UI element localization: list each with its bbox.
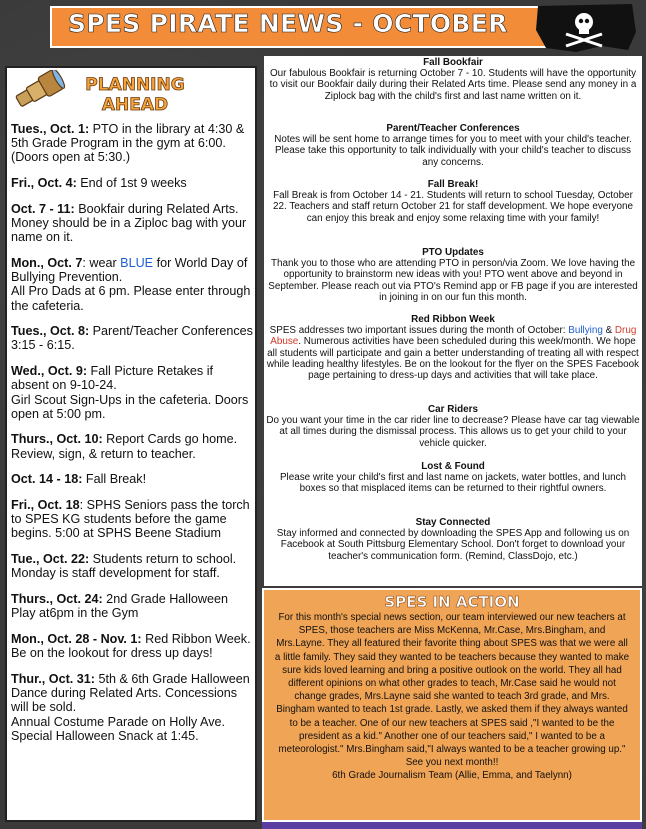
action-body <box>274 611 630 783</box>
section-body: Please write your child's first and last name on jackets, water bottles, and lunch boxes so that misplaced items can be returned to their rightful owners. <box>279 472 627 495</box>
section-text: . Numerous activities have been scheduled during this week/month. We hope all students will participate and gain a better understanding of treating all with respect while leading healthy lifestyles. Be on the lookout for the flyer on the SPES Facebook page pertaining to dress-up days and activities that will take place. <box>266 336 640 382</box>
bullying-word: Bullying <box>568 325 603 337</box>
event-date: Mon., Oct. 7 <box>11 255 83 270</box>
section-body: Do you want your time in the car rider line to decrease? Please have car tag viewable at all times during the dismissal process. This allows us to get your child to your vehicle quicker. <box>266 415 640 449</box>
event-text: Girl Scout Sign-Ups in the cafeteria. Doors open at 5:00 pm. <box>11 392 249 421</box>
drug-abuse-word: Drug Abuse <box>270 325 637 348</box>
section-title: Lost & Found <box>421 461 485 472</box>
event-date: Tues., Oct. 8: <box>11 324 90 339</box>
event-text: Fall Picture Retakes if absent on 9-10-24. <box>11 364 214 393</box>
page-title: SPES PIRATE NEWS - OCTOBER <box>68 9 508 38</box>
action-credit: 6th Grade Journalism Team (Allie, Emma, and Taelynn) <box>332 770 572 782</box>
pirate-flag-icon <box>532 2 642 54</box>
event-item <box>11 672 253 743</box>
event-item <box>11 364 253 421</box>
section-body <box>266 325 640 381</box>
section-body: Notes will be sent home to arrange times for you to meet with your child's teacher. Please take this opportunity to talk individually with your child's teacher to discuss any concerns. <box>274 134 632 168</box>
bookfair-section <box>266 57 640 102</box>
planning-ahead-title <box>64 75 206 115</box>
event-text: End of 1st 9 weeks <box>76 176 187 191</box>
pto-section <box>266 247 640 303</box>
event-date: Oct. 7 - 11: <box>11 201 75 216</box>
event-text: Report Cards go home. Review, sign, & return to teacher. <box>11 432 238 461</box>
event-text: All Pro Dads at 6 pm. Please enter through the cafeteria. <box>11 284 251 313</box>
section-text: & <box>602 325 615 337</box>
event-date: Thur., Oct. 31: <box>11 671 95 686</box>
lost-found-section <box>266 461 640 495</box>
event-item <box>11 324 253 352</box>
event-text: Red Ribbon Week. Be on the lookout for dress up days! <box>11 631 251 661</box>
conferences-section <box>266 123 640 168</box>
event-text: Bookfair during Related Arts. Money should be in a Ziploc bag with your name on it. <box>11 201 247 245</box>
event-text: for World Day of Bullying Prevention. <box>11 255 248 285</box>
action-text: For this month's special news section, our team interviewed our new teachers at SPES, those teachers are Miss McKenna, Mr.Case, Mrs.Bingham, and Mrs.Layne. They all featured their favorite thing about SPES was that we were all a little family. They said they wanted to be teachers because they wanted to make sure kids loved learning and bring a positive outlook on the world. They all had different opinions on what other grades to teach, Mr.Case said he would not change grades, Mrs.Layne said she wanted to teach 3rd grade, and Mrs. Bingham wanted to teach 1st grade. Lastly, we asked them if they always wanted to be a teacher. One of our new teachers at SPES said ,"I wanted to be the president as a kid." Another one of our teachers said," I wanted to be a meteorologist." Mrs.Bingham said,"I always wanted to be a teacher growing up." <box>274 612 630 756</box>
spes-in-action-panel <box>262 588 642 822</box>
event-text: 2nd Grade Halloween Play at6pm in the Gym <box>11 592 229 621</box>
events-list <box>11 122 253 754</box>
section-body: Thank you to those who are attending PTO in person/via Zoom. We love having the opportunity to brainstorm new ideas with you! PTO went above and beyond in September. Please reach out via PTO's Remind app or FB page if you are interested in joining in on our fun this month. <box>268 258 638 303</box>
red-ribbon-section <box>266 314 640 381</box>
section-title: Stay Connected <box>415 517 491 528</box>
event-item <box>11 632 253 660</box>
event-item <box>11 122 253 165</box>
section-title: Red Ribbon Week <box>411 314 495 325</box>
section-title: Fall Break! <box>427 179 479 190</box>
event-item <box>11 202 253 245</box>
event-text: Annual Costume Parade on Holly Ave. Special Halloween Snack at 1:45. <box>11 714 225 743</box>
event-text: Parent/Teacher Conferences 3:15 - 6:15. <box>11 324 253 353</box>
event-date: Mon., Oct. 28 - Nov. 1: <box>11 631 142 646</box>
section-title: Car Riders <box>428 404 478 415</box>
spyglass-icon <box>12 70 66 112</box>
section-title: Parent/Teacher Conferences <box>386 123 520 134</box>
planning-title-line2: AHEAD <box>101 95 169 115</box>
blue-word: BLUE <box>120 255 154 270</box>
event-text: PTO in the library at 4:30 & 5th Grade Program in the gym at 6:00. (Doors open at 5:30.) <box>11 122 245 165</box>
action-signoff: See you next month!! <box>405 757 499 769</box>
event-item <box>11 592 253 620</box>
event-date: Tue., Oct. 22: <box>11 552 90 567</box>
bottom-strip <box>262 822 642 829</box>
section-body: Our fabulous Bookfair is returning October 7 - 10. Students will have the opportunity to visit our Bookfair daily during their Related Arts time. Please send any money in a Ziplock bag with the child's first and last name written on it. <box>269 68 637 102</box>
section-title: PTO Updates <box>422 247 484 258</box>
event-text: : SPHS Seniors pass the torch to SPES KG students before the game begins. 5:00 at SPHS Beene Stadium <box>11 498 250 541</box>
event-date: Thurs., Oct. 24: <box>11 592 103 607</box>
car-riders-section <box>266 404 640 449</box>
section-body: Stay informed and connected by downloading the SPES App and following us on Facebook at South Pittsburg Elementary School. Don't forget to download your teacher's communication form. (Remind, ClassDojo, etc.) <box>276 528 630 562</box>
event-date: Thurs., Oct. 10: <box>11 432 103 447</box>
event-date: Wed., Oct. 9: <box>11 364 88 379</box>
news-panel <box>264 56 642 586</box>
action-title: SPES IN ACTION <box>384 593 520 611</box>
event-item <box>11 256 253 313</box>
event-text: Fall Break! <box>82 472 147 487</box>
event-item <box>11 498 253 541</box>
section-title: Fall Bookfair <box>423 57 483 68</box>
event-item <box>11 552 253 580</box>
event-item <box>11 472 253 486</box>
event-date: Oct. 14 - 18: <box>11 472 83 487</box>
planning-title-line1: PLANNING <box>85 75 185 95</box>
fall-break-section <box>266 179 640 224</box>
section-text: SPES addresses two important issues during the month of October: <box>269 325 569 337</box>
event-text: Students return to school. Monday is staff development for staff. <box>11 552 237 581</box>
event-item <box>11 432 253 460</box>
event-item <box>11 176 253 190</box>
event-date: Fri., Oct. 4: <box>11 176 77 191</box>
stay-connected-section <box>266 517 640 562</box>
event-text: 5th & 6th Grade Halloween Dance during Related Arts. Concessions will be sold. <box>11 671 250 715</box>
event-text: : wear <box>82 255 121 270</box>
event-date: Tues., Oct. 1: <box>11 122 90 136</box>
event-date: Fri., Oct. 18 <box>11 498 80 513</box>
section-body: Fall Break is from October 14 - 21. Students will return to school Tuesday, October 22. Teachers and staff return October 21 for staff development. We hope everyone can enjoy this break and enjoy some relaxing time with your family! <box>273 190 633 224</box>
